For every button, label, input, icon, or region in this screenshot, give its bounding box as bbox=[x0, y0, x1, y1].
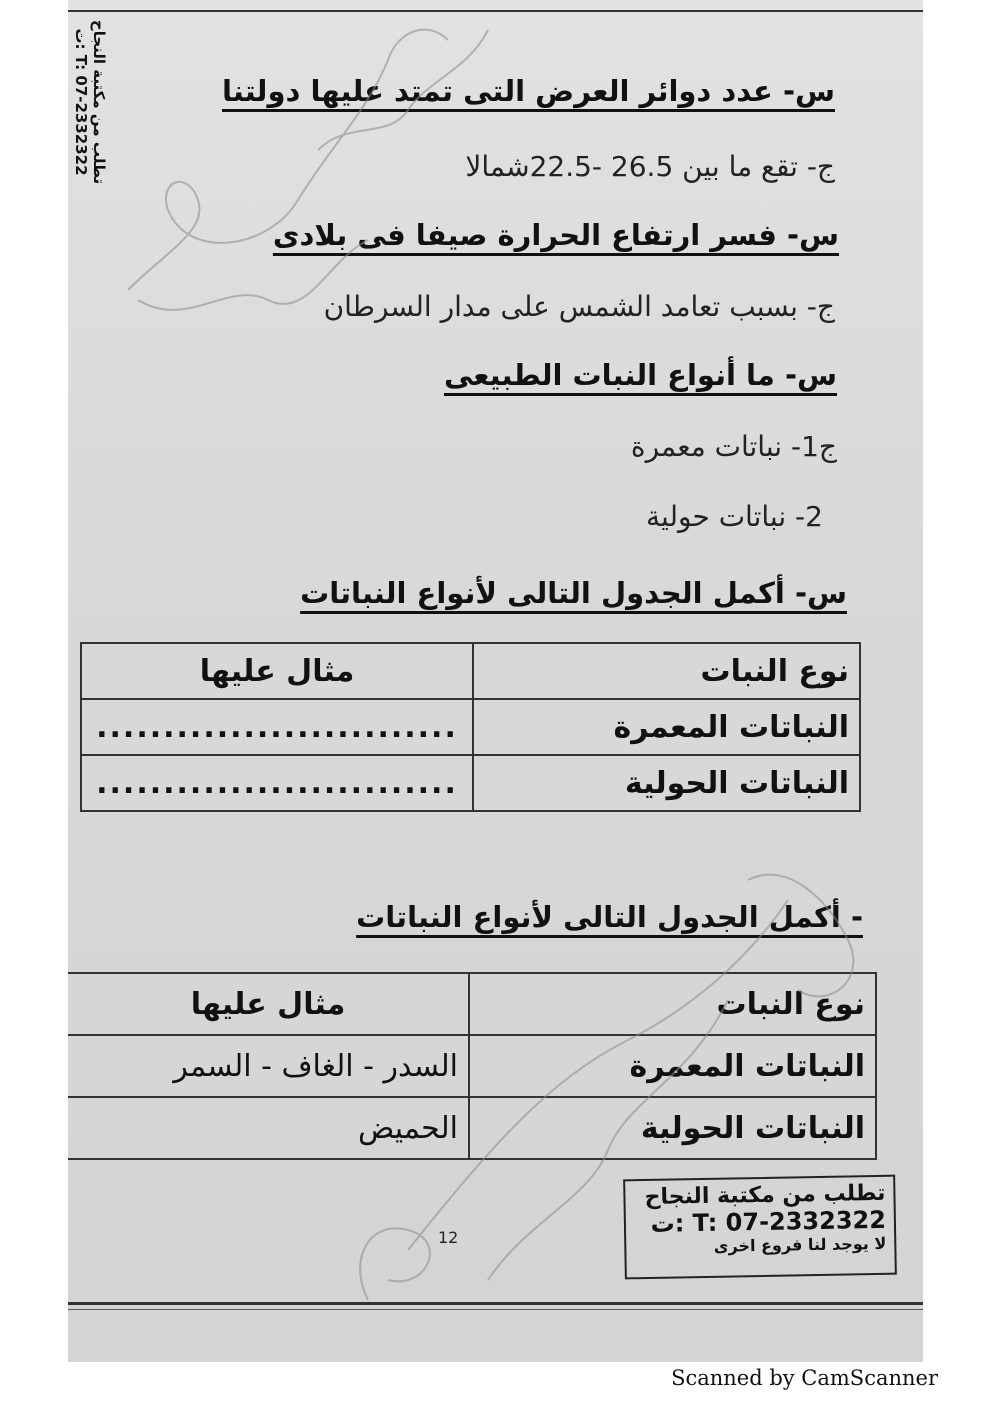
stamp-line3: لا يوجد لنا فروع اخرى bbox=[713, 1233, 887, 1256]
question-2: س- فسر ارتفاع الحرارة صيفا فى بلادى bbox=[272, 218, 839, 252]
table-row bbox=[68, 1097, 876, 1159]
side-stamp-line1: تطلب من مكتبة النجاح bbox=[90, 19, 108, 185]
table1-cell-example: ........................... bbox=[81, 755, 473, 811]
table1-cell-example: ........................... bbox=[81, 699, 473, 755]
answer-2: ج- بسبب تعامد الشمس على مدار السرطان bbox=[323, 290, 835, 323]
table-row bbox=[81, 755, 860, 811]
table2-cell-type: النباتات الحولية bbox=[469, 1097, 876, 1159]
side-stamp-line2: T: 07-2332322 :ت bbox=[72, 28, 90, 176]
stamp-line1: تطلب من مكتبة النجاح bbox=[644, 1180, 886, 1211]
table1-question: س- أكمل الجدول التالى لأنواع النباتات bbox=[300, 576, 847, 610]
top-rule bbox=[68, 10, 923, 12]
table2-header-row bbox=[68, 973, 876, 1035]
table1-cell-type: النباتات المعمرة bbox=[473, 699, 860, 755]
table2-header-type: نوع النبات bbox=[469, 973, 876, 1035]
stamp-phone: T: 07-2332322 :ت bbox=[650, 1205, 887, 1238]
question-1: س- عدد دوائر العرض التى تمتد عليها دولتنا bbox=[221, 74, 835, 108]
table1-header-row bbox=[81, 643, 860, 699]
side-stamp bbox=[70, 4, 110, 204]
page-number: 12 bbox=[438, 1228, 459, 1247]
table1-header-example: مثال عليها bbox=[81, 643, 473, 699]
library-stamp bbox=[623, 1175, 897, 1280]
table2-question: - أكمل الجدول التالى لأنواع النباتات bbox=[356, 900, 863, 934]
bottom-rule-thin bbox=[68, 1309, 923, 1310]
scanner-footer: Scanned by CamScanner bbox=[671, 1366, 938, 1390]
scanned-page bbox=[68, 0, 923, 1362]
table-row bbox=[81, 699, 860, 755]
table2-cell-example: السدر - الغاف - السمر bbox=[68, 1035, 469, 1097]
table-row bbox=[68, 1035, 876, 1097]
table1-header-type: نوع النبات bbox=[473, 643, 860, 699]
answer-3-line1: ج1- نباتات معمرة bbox=[630, 430, 837, 463]
table2 bbox=[68, 972, 877, 1160]
table2-cell-type: النباتات المعمرة bbox=[469, 1035, 876, 1097]
bottom-rule bbox=[68, 1302, 923, 1305]
table2-header-example: مثال عليها bbox=[68, 973, 469, 1035]
table1 bbox=[80, 642, 861, 812]
answer-3-line2: 2- نباتات حولية bbox=[646, 500, 823, 533]
question-3: س- ما أنواع النبات الطبيعى bbox=[443, 358, 837, 392]
table2-cell-example: الحميض bbox=[68, 1097, 469, 1159]
answer-1: ج- تقع ما بين 26.5 -22.5شمالا bbox=[465, 150, 835, 183]
table1-cell-type: النباتات الحولية bbox=[473, 755, 860, 811]
